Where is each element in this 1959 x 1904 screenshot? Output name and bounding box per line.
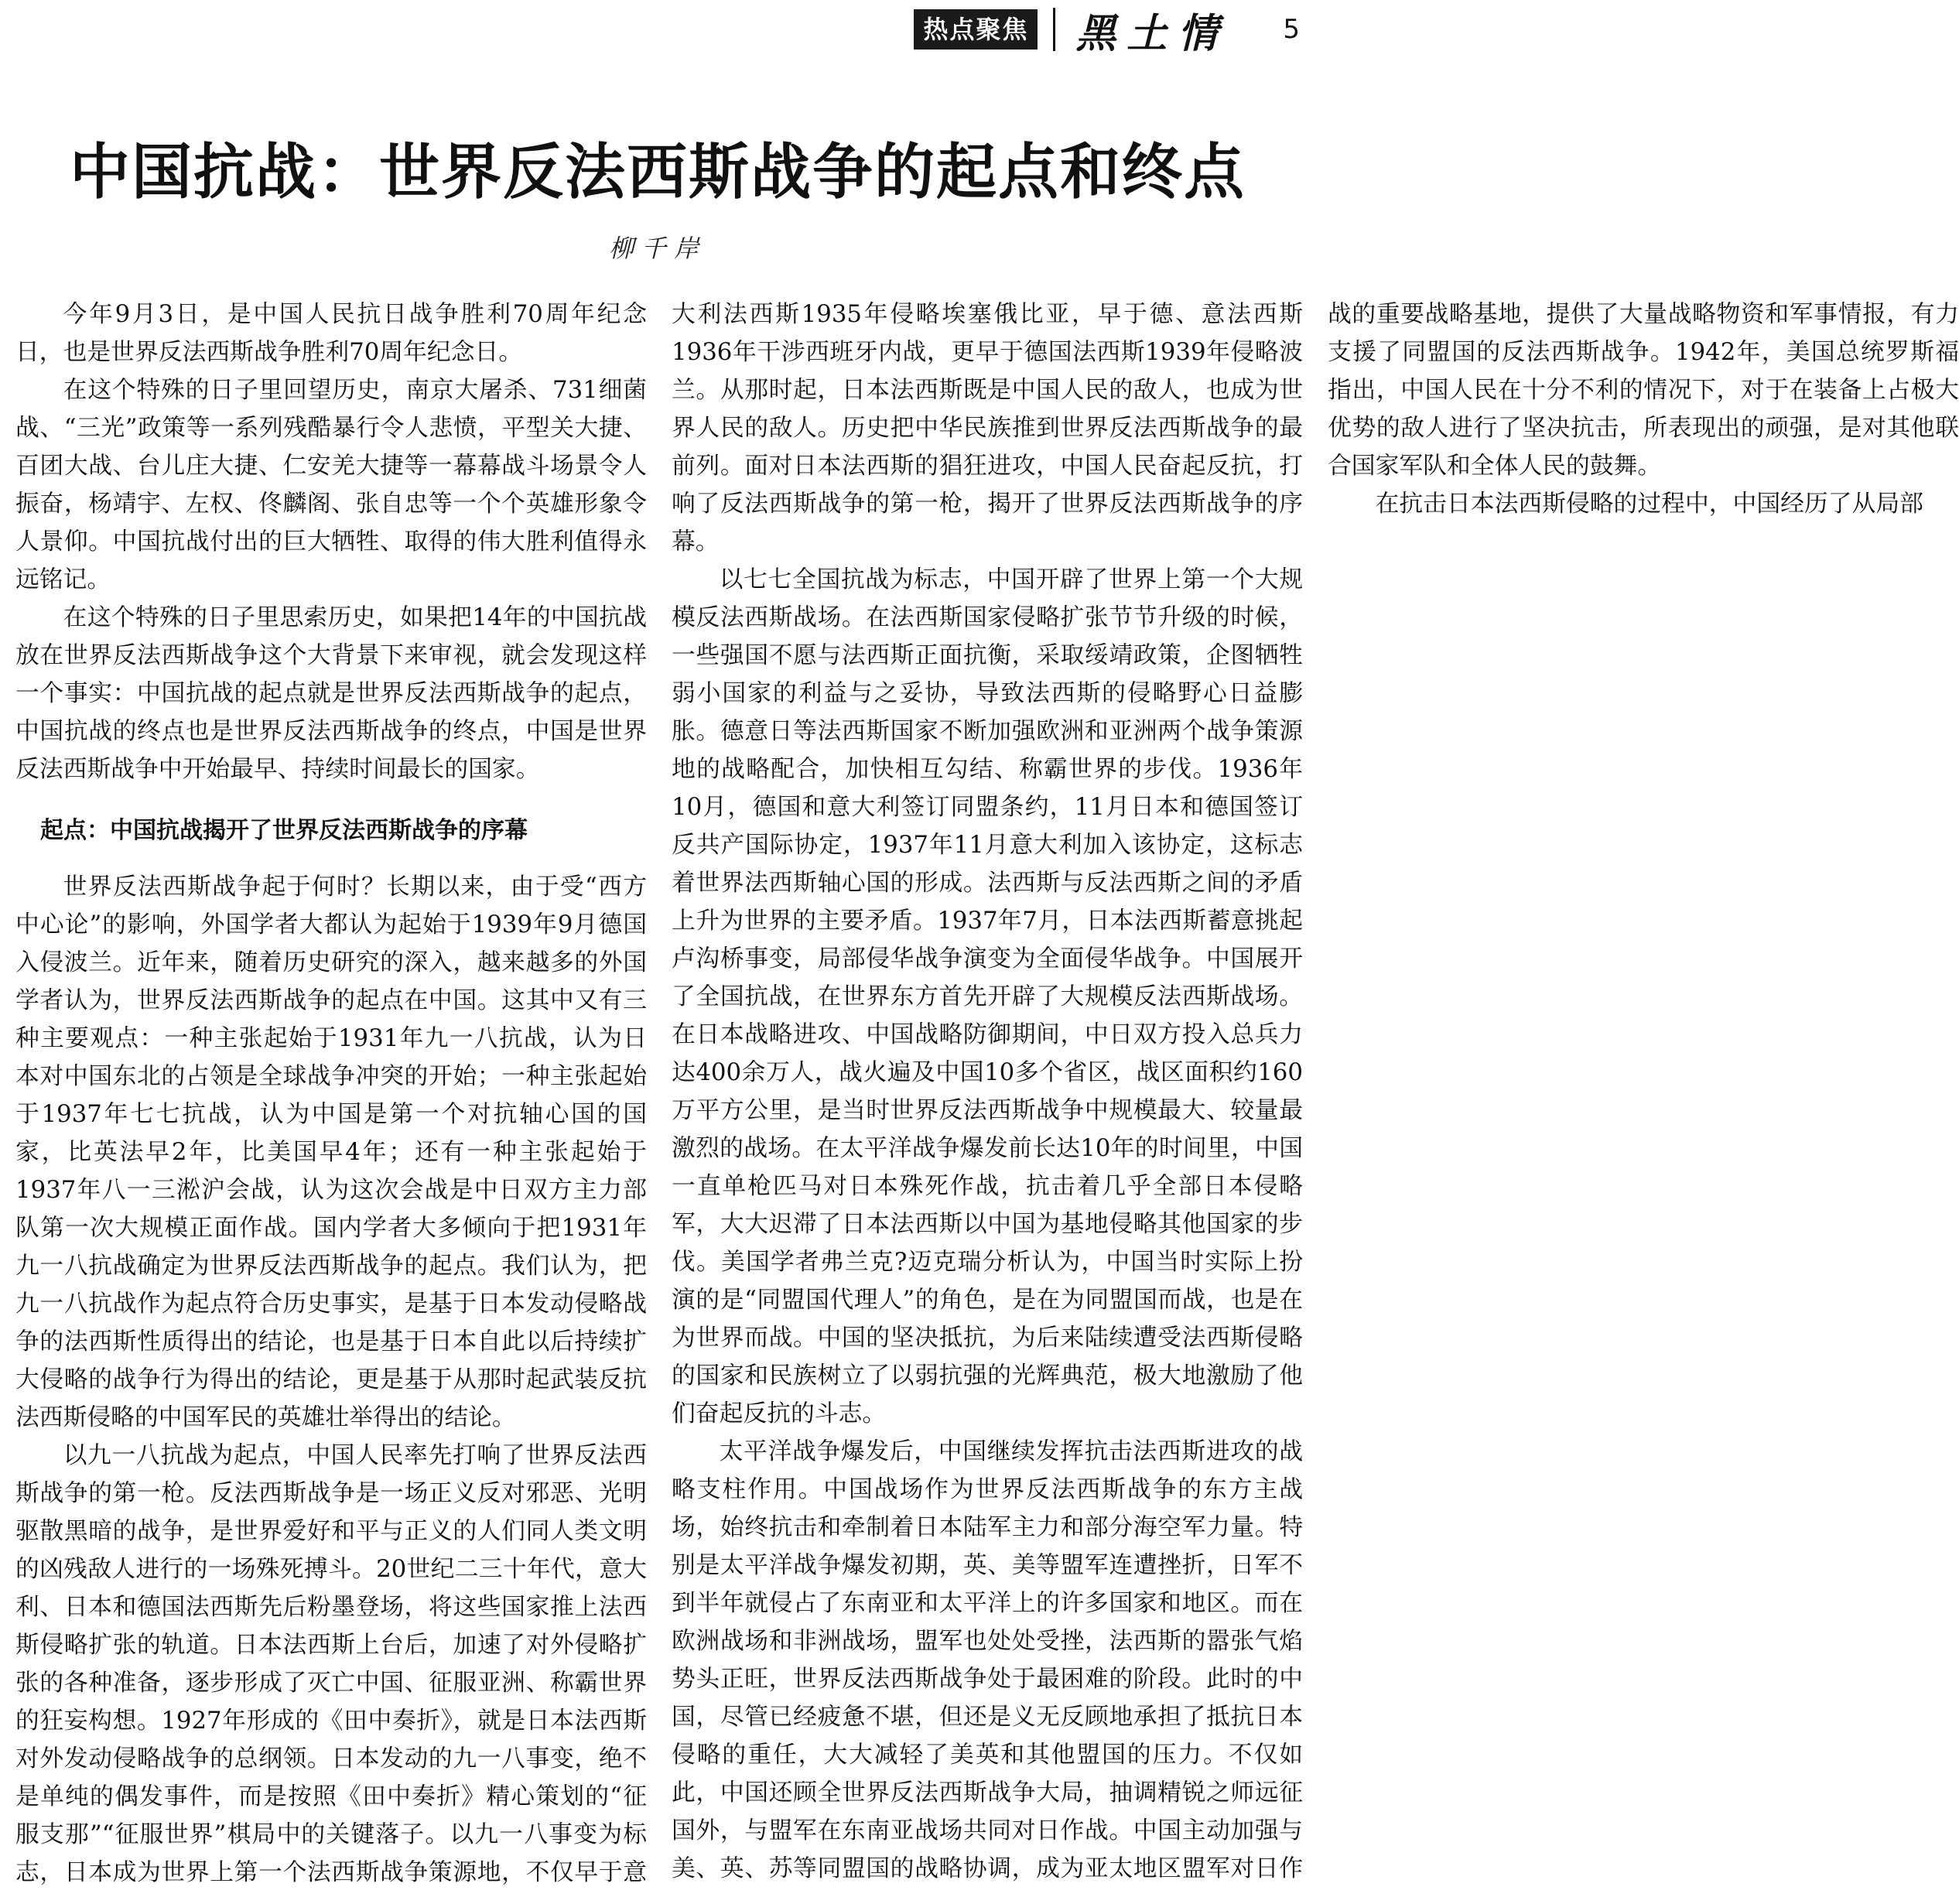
page-number: 5	[1283, 14, 1300, 45]
paragraph: 世界反法西斯战争起于何时？长期以来，由于受“西方中心论”的影响，外国学者大都认为起始于1939年9月德国入侵波兰。近年来，随着历史研究的深入，越来越多的外国学者认为，世界反法西斯战争的起点在中国。这其中又有三种主要观点：一种主张起始于1931年九一八抗战，认为日本对中国东北的占领是全球战争冲突的开始；一种主张起始于1937年七七抗战，认为中国是第一个对抗轴心国的国家，比英法早2年，比美国早4年；还有一种主张起始于1937年八一三淞沪会战，认为这次会战是中日双方主力部队第一次大规模正面作战。国内学者大多倾向于把1931年九一八抗战确定为世界反法西斯战争的起点。我们认为，把九一八抗战作为起点符合历史事实，是基于日本发动侵略战争的法西斯性质得出的结论，也是基于日本自此以后持续扩大侵略的战争行为得出的结论，更是基于从那时起武装反抗法西斯侵略的中国军民的英雄壮举得出的结论。	[15, 873, 647, 1431]
paragraph: 以七七全国抗战为标志，中国开辟了世界上第一个大规模反法西斯战场。在法西斯国家侵略扩张节节升级的时候，一些强国不愿与法西斯正面抗衡，采取绥靖政策，企图牺牲弱小国家的利益与之妥协，导致法西斯的侵略野心日益膨胀。德意日等法西斯国家不断加强欧洲和亚洲两个战争策源地的战略配合，加快相互勾结、称霸世界的步伐。1936年10月，德国和意大利签订同盟条约，11月日本和德国签订反共产国际协定，1937年11月意大利加入该协定，这标志着世界法西斯轴心国的形成。法西斯与反法西斯之间的矛盾上升为世界的主要矛盾。1937年7月，日本法西斯蓄意挑起卢沟桥事变，局部侵华战争演变为全面侵华战争。中国展开了全国抗战，在世界东方首先开辟了大规模反法西斯战场。在日本战略进攻、中国战略防御期间，中日双方投入总兵力达400余万人，战火遍及中国10多个省区，战区面积约160万平方公里，是当时世界反法西斯战争中规模最大、较量最激烈的战场。在太平洋战争爆发前长达10年的时间里，中国一直单枪匹马对日本殊死作战，抗击着几乎全部日本侵略军，大大迟滞了日本法西斯以中国为基地侵略其他国家的步伐。美国学者弗兰克?迈克瑞分析认为，中国当时实际上扮演的是“同盟国代理人”的角色，是在为同盟国而战，也是在为世界而战。中国的坚决抵抗，为后来陆续遭受法西斯侵略的国家和民族树立了以弱抗强的光辉典范，极大地激励了他们奋起反抗的斗志。	[672, 566, 1303, 1427]
paragraph: 在这个特殊的日子里思索历史，如果把14年的中国抗战放在世界反法西斯战争这个大背景下来审视，就会发现这样一个事实：中国抗战的起点就是世界反法西斯战争的起点，中国抗战的终点也是世界反法西斯战争的终点，中国是世界反法西斯战争中开始最早、持续时间最长的国家。	[15, 603, 647, 783]
paragraph: 以九一八抗战为起点，中国人民率先打响了世界反法西斯战争的第一枪。反法西斯战争是一场正义反对邪恶、光明驱散黑暗的战争，是世界爱好和平与正义的人们同人类文明的凶残敌人进行的一场殊死搏斗。20世纪二三十年代，意大利、日本和德国法西斯先后粉墨登场，将这些国家推上法西斯侵略扩张的轨道。日本法西斯上台后，加速了对外侵略扩张的各种准备，逐步形成了灭亡中国、征服亚洲、称霸世界的狂妄构想。1927年形成的《田中奏折》，就是日本法西斯对外发动侵略战争的总纲领。日本发动的九一八事变，绝不是单纯的偶发事件，而是按照《田中奏折》精心策划的“征服支那”“征服世界”棋局中的关键落子。以九一八事变为标志，日本成为世界上第一个法西斯战争策源地，不仅早于意大利法西斯1935年侵略埃塞俄比亚，早于德、意法西斯1936年干涉西班牙内战，更早于德国法西斯1939年侵略波兰。从那时起，日本法西斯既是中国人民的敌人，也成为世界人民的敌人。历史把中华民族推到世界反法西斯战争的最前列。面对日本法西斯的猖狂进攻，中国人民奋起反抗，打响了反法西斯战争的第一枪，揭开了世界反法西斯战争的序幕。	[15, 300, 1303, 1886]
section-subheading: 起点：中国抗战揭开了世界反法西斯战争的序幕	[40, 817, 528, 844]
article-author: 柳千岸	[608, 234, 706, 263]
paragraph: 在这个特殊的日子里回望历史，南京大屠杀、731细菌战、“三光”政策等一系列残酷暴行令人悲愤，平型关大捷、百团大战、台儿庄大捷、仁安羌大捷等一幕幕战斗场景令人振奋，杨靖宇、左权、佟麟阁、张自忠等一个个英雄形象令人景仰。中国抗战付出的巨大牺牲、取得的伟大胜利值得永远铭记。	[15, 376, 647, 593]
paragraph: 在抗击日本法西斯侵略的过程中，中国经历了从局部	[1375, 490, 1923, 518]
masthead-logo: 黑土情	[1075, 9, 1229, 57]
article-title: 中国抗战：世界反法西斯战争的起点和终点	[69, 138, 1246, 207]
section-tag: 热点聚焦	[914, 9, 1038, 50]
page-header	[914, 6, 1300, 57]
paragraph: 太平洋战争爆发后，中国继续发挥抗击法西斯进攻的战略支柱作用。中国战场作为世界反法西斯战争的东方主战场，始终抗击和牵制着日本陆军主力和部分海空军力量。特别是太平洋战争爆发初期，英、美等盟军连遭挫折，日军不到半年就侵占了东南亚和太平洋上的许多国家和地区。而在欧洲战场和非洲战场，盟军也处处受挫，法西斯的嚣张气焰势头正旺，世界反法西斯战争处于最困难的阶段。此时的中国，尽管已经疲惫不堪，但还是义无反顾地承担了抵抗日本侵略的重任，大大减轻了美英和其他盟国的压力。不仅如此，中国还顾全世界反法西斯战争大局，抽调精锐之师远征国外，与盟军在东南亚战场共同对日作战。中国主动加强与美、英、苏等同盟国的战略协调，成为亚太地区盟军对日作战的重要战略基地，提供了大量战略物资和军事情报，有力支援了同盟国的反法西斯战争。1942年，美国总统罗斯福指出，中国人民在十分不利的情况下，对于在装备上占极大优势的敌人进行了坚决抗击，所表现出的顽强，是对其他联合国家军队和全体人民的鼓舞。	[672, 300, 1959, 1882]
paragraph: 今年9月3日，是中国人民抗日战争胜利70周年纪念日，也是世界反法西斯战争胜利70周年纪念日。	[15, 300, 647, 366]
header-divider	[1053, 8, 1055, 51]
article-body	[15, 296, 1959, 1904]
